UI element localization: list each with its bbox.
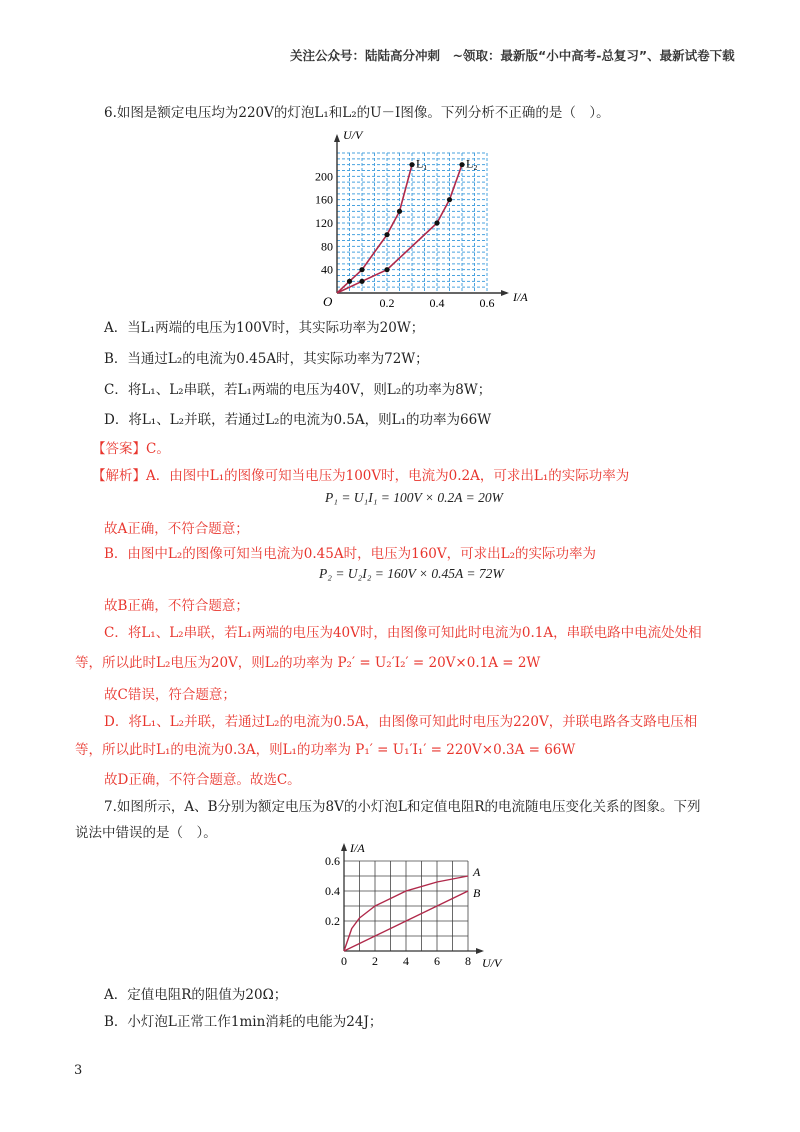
x-tick-label: 4 <box>403 954 409 968</box>
q6-chart-curves <box>337 157 478 293</box>
q6-analysis-a-result: 故A正确，不符合题意； <box>104 521 249 537</box>
q7-option-b: B．小灯泡L正常工作1min消耗的电能为24J； <box>104 1014 383 1030</box>
y-axis-label: U/V <box>343 128 363 142</box>
q6-analysis-d-result: 故D正确，不符合题意。故选C。 <box>104 772 301 788</box>
x-tick-label: 0.6 <box>479 296 495 308</box>
q6-analysis-c-result: 故C错误，符合题意； <box>104 687 236 703</box>
y-axis-arrow <box>341 843 347 851</box>
q6-option-b: B．当通过L₂的电流为0.45A时，其实际功率为72W； <box>104 351 429 367</box>
q6-stem: 6.如图是额定电压均为220V的灯泡L₁和L₂的U－I图像。下列分析不正确的是（ ）。 <box>104 105 610 121</box>
data-point <box>384 267 389 272</box>
data-point <box>359 279 364 284</box>
y-axis-arrow <box>334 134 340 142</box>
q7-chart <box>310 843 530 973</box>
q6-analysis-d: D．将L₁、L₂并联，若通过L₂的电流为0.5A，由图像可知此时电压为220V，并联电路各支路电压相 <box>104 714 698 730</box>
q7-chart-grid <box>344 861 468 951</box>
q6-formula-b: P₂ = U₂I₂ = 160V × 0.45A = 72W <box>319 566 504 581</box>
data-point <box>347 279 352 284</box>
data-point <box>434 220 439 225</box>
page-header: 关注公众号：陆陆高分冲刺 ~领取：最新版“小中高考-总复习”、最新试卷下载 <box>290 48 735 63</box>
y-tick-label: 80 <box>321 239 333 254</box>
x-tick-label: 0 <box>341 954 347 968</box>
series-label: A <box>473 865 481 879</box>
q6-analysis-c-cont: 等，所以此时L₂电压为20V，则L₂的功率为 P₂′ = U₂′I₂′ = 20V×0.1A = 2W <box>75 655 541 671</box>
y-tick-label: 160 <box>315 192 333 207</box>
q7-chart-curves <box>344 865 481 951</box>
origin-label: O <box>323 294 333 308</box>
y-tick-label: 40 <box>321 262 333 277</box>
q7-stem-cont: 说法中错误的是（ ）。 <box>75 825 217 841</box>
q7-option-a: A．定值电阻R的阻值为20Ω； <box>104 987 288 1003</box>
page-number: 3 <box>74 1063 83 1078</box>
q6-analysis-d-cont: 等，所以此时L₁的电流为0.3A，则L₁的功率为 P₁′ = U₁′I₁′ = 220V×0.3A = 66W <box>75 742 576 758</box>
series-label: L₂ <box>466 156 478 171</box>
x-axis-arrow <box>476 948 484 954</box>
q7-chart-axes <box>341 843 484 954</box>
series-label: L₁ <box>416 156 428 171</box>
x-axis-label: U/V <box>482 956 502 970</box>
x-tick-label: 6 <box>434 954 440 968</box>
y-tick-label: 0.4 <box>325 884 340 898</box>
x-tick-label: 0.2 <box>379 296 395 308</box>
q6-option-d: D．将L₁、L₂并联，若通过L₂的电流为0.5A，则L₁的功率为66W <box>104 412 492 428</box>
data-point <box>359 267 364 272</box>
data-point <box>459 162 464 167</box>
q6-analysis-c: C．将L₁、L₂串联，若L₁两端的电压为40V时，由图像可知此时电流为0.1A，串联电路中电流处处相 <box>104 625 702 641</box>
y-tick-label: 0.6 <box>325 854 340 868</box>
x-axis-label: I/A <box>513 290 528 304</box>
q6-answer: 【答案】C。 <box>92 441 170 457</box>
y-axis-label: I/A <box>350 843 365 855</box>
q6-analysis-a: 【解析】A．由图中L₁的图像可知当电压为100V时，电流为0.2A，可求出L₁的实际功率为 <box>92 468 630 484</box>
q6-chart <box>310 128 570 308</box>
x-tick-label: 2 <box>372 954 378 968</box>
x-tick-label: 0.4 <box>429 296 445 308</box>
x-axis-arrow <box>501 290 509 296</box>
y-tick-label: 0.2 <box>325 914 340 928</box>
q6-analysis-b: B．由图中L₂的图像可知当电流为0.45A时，电压为160V，可求出L₂的实际功率为 <box>104 546 596 562</box>
x-tick-label: 8 <box>465 954 471 968</box>
q6-option-c: C．将L₁、L₂串联，若L₁两端的电压为40V，则L₂的功率为8W； <box>104 382 492 398</box>
data-point <box>409 162 414 167</box>
q6-analysis-b-result: 故B正确，不符合题意； <box>104 598 249 614</box>
data-point <box>447 197 452 202</box>
y-tick-label: 200 <box>315 169 333 184</box>
series-label: B <box>473 886 481 900</box>
q6-formula-a: P₁ = U₁I₁ = 100V × 0.2A = 20W <box>325 490 503 505</box>
q6-option-a: A．当L₁两端的电压为100V时，其实际功率为20W； <box>104 320 425 336</box>
data-point <box>397 209 402 214</box>
y-tick-label: 120 <box>315 216 333 230</box>
q7-stem: 7.如图所示，A、B分别为额定电压为8V的小灯泡L和定值电阻R的电流随电压变化关系的图象。下列 <box>104 799 701 815</box>
data-point <box>384 232 389 237</box>
